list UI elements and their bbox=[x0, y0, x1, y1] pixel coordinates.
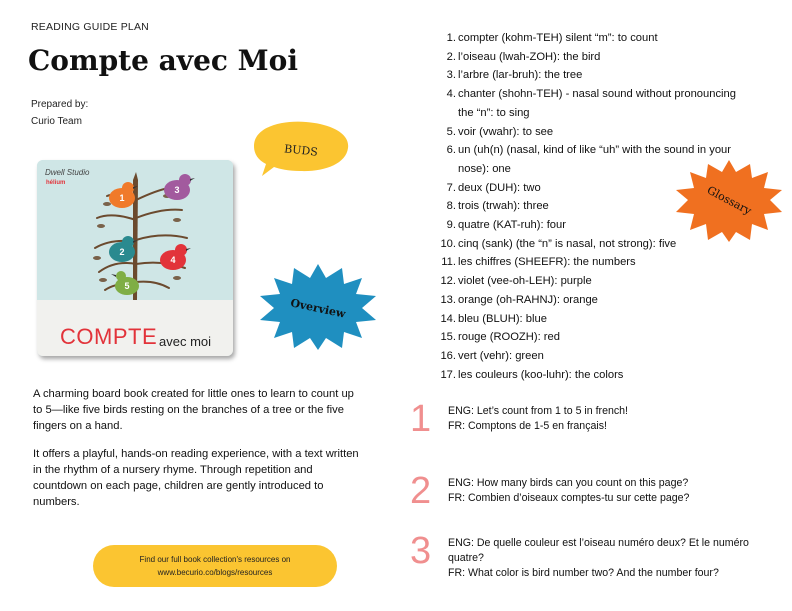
glossary-item-number: 5. bbox=[446, 125, 456, 138]
question-number: 1 bbox=[410, 398, 432, 440]
prepared-by-name: Curio Team bbox=[31, 116, 82, 127]
glossary-item-text: quatre (KAT-ruh): four bbox=[458, 219, 566, 232]
glossary-item-number: 1. bbox=[446, 32, 456, 44]
glossary-item-text: rouge (ROOZH): red bbox=[458, 331, 560, 344]
glossary-item-number: 2. bbox=[446, 50, 456, 63]
glossary-item bbox=[437, 347, 737, 366]
glossary-item-text: compter (kohm-TEH) silent “m”: to count bbox=[458, 32, 658, 44]
question-2 bbox=[410, 470, 770, 516]
question-eng: ENG: De quelle couleur est l’oiseau numéro deux? Et le numéro quatre? bbox=[448, 537, 749, 564]
glossary-item-number: 3. bbox=[446, 69, 456, 82]
question-fr: FR: What color is bird number two? And the number four? bbox=[448, 567, 719, 579]
question-number: 3 bbox=[410, 530, 432, 572]
glossary-list bbox=[437, 29, 737, 384]
glossary-item-text: l’oiseau (lwah-ZOH): the bird bbox=[458, 50, 601, 63]
glossary-item-number: 15. bbox=[440, 331, 456, 344]
glossary-item bbox=[437, 66, 737, 85]
glossary-label: Glossary bbox=[704, 183, 754, 218]
bird-number: 1 bbox=[119, 193, 125, 203]
cover-publisher: Dwell Studio bbox=[45, 168, 90, 177]
glossary-item bbox=[437, 310, 737, 329]
book-description bbox=[33, 386, 363, 522]
question-eng: ENG: Let’s count from 1 to 5 in french! bbox=[448, 405, 628, 417]
glossary-item bbox=[437, 235, 737, 254]
glossary-item-number: 8. bbox=[446, 200, 456, 213]
cover-title: COMPTE bbox=[60, 324, 158, 349]
glossary-item bbox=[437, 29, 737, 48]
glossary-item bbox=[437, 179, 737, 198]
glossary-item-text: bleu (BLUH): blue bbox=[458, 312, 547, 325]
bird-number: 2 bbox=[119, 247, 125, 257]
glossary-item-text: deux (DUH): two bbox=[458, 181, 541, 194]
resources-link[interactable]: www.becurio.co/blogs/resources bbox=[157, 568, 273, 577]
glossary-item-number: 4. bbox=[446, 88, 456, 101]
resources-text: Find our full book collection's resources on bbox=[139, 555, 291, 564]
overview-label: Overview bbox=[289, 296, 347, 321]
glossary-item-number: 17. bbox=[440, 368, 456, 381]
glossary-item-number: 9. bbox=[446, 219, 456, 232]
glossary-item-number: 10. bbox=[440, 237, 456, 250]
glossary-item bbox=[437, 123, 737, 142]
question-3 bbox=[410, 530, 770, 586]
overview-burst bbox=[256, 262, 380, 352]
question-fr: FR: Comptons de 1-5 en français! bbox=[448, 420, 607, 432]
glossary-item bbox=[437, 48, 737, 67]
page-title: Compte avec Moi bbox=[28, 44, 298, 77]
glossary-item bbox=[437, 366, 737, 385]
glossary-item-text: voir (vwahr): to see bbox=[458, 125, 554, 138]
glossary-item-text: orange (oh-RAHNJ): orange bbox=[458, 293, 598, 306]
glossary-item-text: chanter (shohn-TEH) - nasal sound without pronouncing the “n”: to sing bbox=[458, 88, 736, 119]
question-eng: ENG: How many birds can you count on this page? bbox=[448, 477, 689, 489]
buds-label: BUDS bbox=[283, 142, 319, 159]
glossary-item bbox=[437, 141, 737, 178]
bird-number: 3 bbox=[174, 185, 180, 195]
glossary-item bbox=[437, 85, 737, 122]
glossary-item bbox=[437, 291, 737, 310]
glossary-item-number: 16. bbox=[440, 349, 456, 362]
book-cover-image bbox=[37, 160, 233, 356]
glossary-item-number: 6. bbox=[446, 144, 456, 157]
cover-subtitle: avec moi bbox=[159, 334, 212, 349]
question-fr: FR: Combien d’oiseaux comptes-tu sur cette page? bbox=[448, 492, 690, 504]
glossary-item-text: trois (trwah): three bbox=[458, 200, 549, 213]
bird-number: 4 bbox=[170, 255, 176, 265]
question-1 bbox=[410, 398, 770, 444]
glossary-item-number: 11. bbox=[441, 256, 456, 269]
glossary-item-number: 12. bbox=[440, 275, 456, 288]
prepared-by bbox=[31, 96, 88, 130]
bird-number: 5 bbox=[124, 281, 130, 291]
resources-callout[interactable] bbox=[93, 545, 337, 587]
glossary-item-text: vert (vehr): green bbox=[458, 349, 544, 362]
eyebrow-label: READING GUIDE PLAN bbox=[31, 21, 149, 33]
description-paragraph: It offers a playful, hands-on reading experience, with a text written in the rhythm of a nursery rhyme. Through repetition and countdown on each page, children are gently introduced to numbers. bbox=[33, 448, 359, 508]
cover-imprint: hélium bbox=[46, 180, 66, 186]
glossary-item-number: 14. bbox=[440, 312, 456, 325]
glossary-item-text: violet (vee-oh-LEH): purple bbox=[458, 275, 592, 288]
buds-bubble bbox=[244, 116, 356, 178]
glossary-item-text: un (uh(n) (nasal, kind of like “uh” with the sound in your nose): one bbox=[458, 144, 731, 175]
glossary-item-text: cinq (sank) (the “n” is nasal, not strong): five bbox=[458, 237, 677, 250]
glossary-item bbox=[437, 197, 737, 216]
glossary-item bbox=[437, 272, 737, 291]
glossary-item bbox=[437, 328, 737, 347]
prepared-by-label: Prepared by: bbox=[31, 99, 89, 110]
description-paragraph: A charming board book created for little ones to learn to count up to 5—like five birds resting on the branches of a tree or the five fingers on a hand. bbox=[33, 388, 354, 432]
glossary-item bbox=[437, 253, 737, 272]
glossary-item bbox=[437, 216, 737, 235]
question-number: 2 bbox=[410, 470, 432, 512]
glossary-item-text: les chiffres (SHEEFR): the numbers bbox=[458, 256, 636, 269]
glossary-item-text: l’arbre (lar-bruh): the tree bbox=[458, 69, 583, 82]
glossary-item-text: les couleurs (koo-luhr): the colors bbox=[458, 368, 624, 381]
glossary-item-number: 7. bbox=[446, 181, 456, 194]
glossary-item-number: 13. bbox=[440, 293, 456, 306]
